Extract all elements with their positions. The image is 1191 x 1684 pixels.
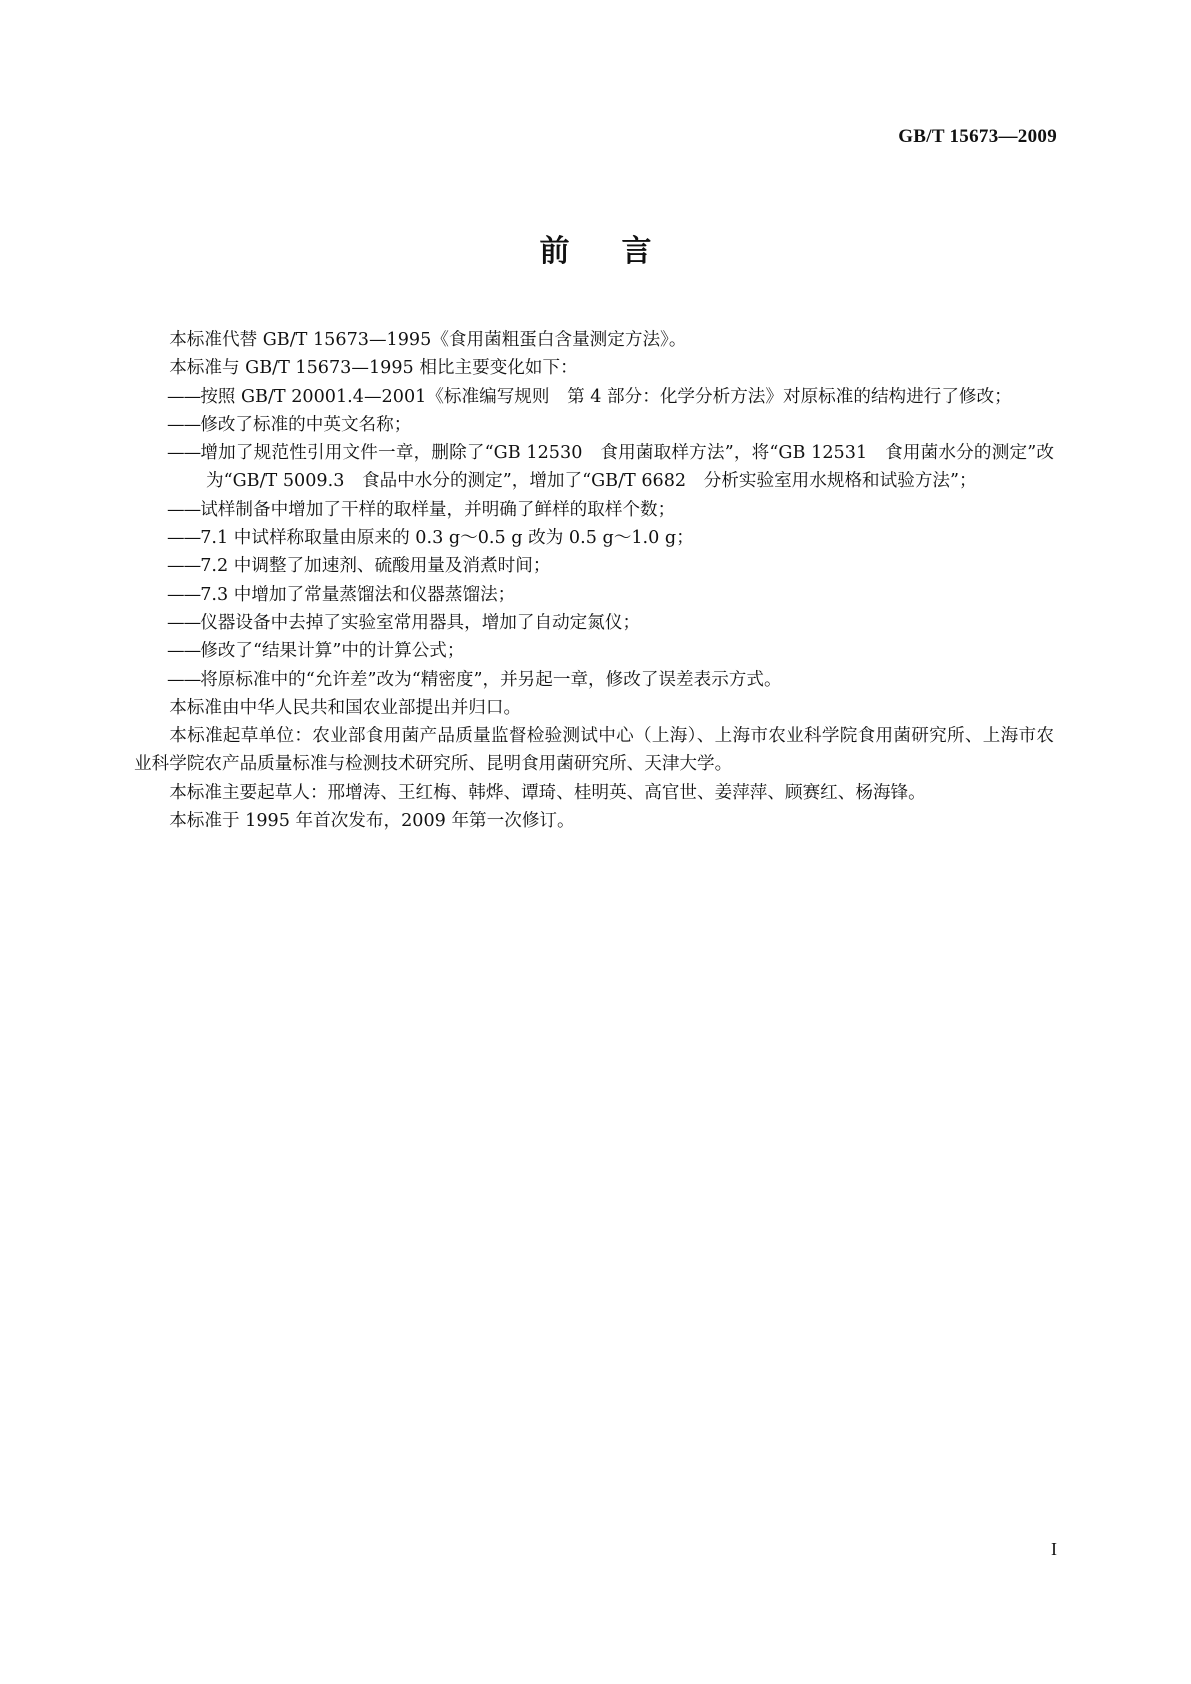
drafters-paragraph: 本标准主要起草人：邢增涛、王红梅、韩烨、谭琦、桂明英、高官世、姜萍萍、顾赛红、杨海锋。 <box>169 782 926 803</box>
list-item <box>134 439 1054 496</box>
publication-history-paragraph: 本标准于 1995 年首次发布，2009 年第一次修订。 <box>169 811 575 832</box>
list-item-text: 7.3 中增加了常量蒸馏法和仪器蒸馏法； <box>200 584 516 605</box>
page-title-text: 前言 <box>539 234 704 269</box>
page-number: I <box>1051 1539 1057 1559</box>
list-item-text: 仪器设备中去掉了实验室常用器具，增加了自动定氮仪； <box>200 612 641 633</box>
drafting-units-paragraph: 本标准起草单位：农业部食用菌产品质量监督检验测试中心（上海）、上海市农业科学院食用菌研究所、上海市农业科学院农产品质量标准与检测技术研究所、昆明食用菌研究所、天津大学。 <box>134 726 1054 775</box>
list-item <box>134 666 1054 694</box>
dash-marker: —— <box>167 386 201 407</box>
dash-marker: —— <box>167 556 201 577</box>
list-item-text: 试样制备中增加了干样的取样量，并明确了鲜样的取样个数； <box>200 499 676 520</box>
standard-code: GB/T 15673—2009 <box>898 126 1057 147</box>
list-item-text: 7.2 中调整了加速剂、硫酸用量及消煮时间； <box>200 556 551 577</box>
change-list <box>134 383 1054 694</box>
list-item <box>134 524 1054 552</box>
list-item <box>134 411 1054 439</box>
intro-paragraph-changes: 本标准与 GB/T 15673—1995 相比主要变化如下： <box>169 358 578 379</box>
proposer-paragraph: 本标准由中华人民共和国农业部提出并归口。 <box>169 697 522 718</box>
list-item-text: 修改了“结果计算”中的计算公式； <box>200 641 465 662</box>
list-item <box>134 552 1054 580</box>
list-item <box>134 383 1054 411</box>
dash-marker: —— <box>167 669 201 690</box>
list-item-text: 按照 GB/T 20001.4—2001《标准编写规则 第 4 部分：化学分析方法》对原标准的结构进行了修改； <box>200 386 1012 407</box>
dash-marker: —— <box>167 641 201 662</box>
list-item-text: 7.1 中试样称取量由原来的 0.3 g～0.5 g 改为 0.5 g～1.0 g； <box>200 528 694 549</box>
dash-marker: —— <box>167 612 201 633</box>
document-body <box>134 326 1054 835</box>
dash-marker: —— <box>167 499 201 520</box>
list-item-text: 将原标准中的“允许差”改为“精密度”，并另起一章，修改了误差表示方式。 <box>200 669 782 690</box>
list-item <box>134 609 1054 637</box>
list-item <box>134 581 1054 609</box>
page-title <box>0 226 1191 270</box>
list-item-text: 修改了标准的中英文名称； <box>200 414 412 435</box>
dash-marker: —— <box>167 443 201 464</box>
list-item-text: 增加了规范性引用文件一章，删除了“GB 12530 食用菌取样方法”，将“GB 12531 食用菌水分的测定”改为“GB/T 5009.3 食品中水分的测定”，增加了“GB/T 6682 分析实验室用水规格和试验方法”； <box>200 443 1054 492</box>
dash-marker: —— <box>167 584 201 605</box>
intro-paragraph-replaces: 本标准代替 GB/T 15673—1995《食用菌粗蛋白含量测定方法》。 <box>169 330 687 350</box>
dash-marker: —— <box>167 414 201 435</box>
dash-marker: —— <box>167 528 201 549</box>
list-item <box>134 496 1054 524</box>
list-item <box>134 637 1054 665</box>
